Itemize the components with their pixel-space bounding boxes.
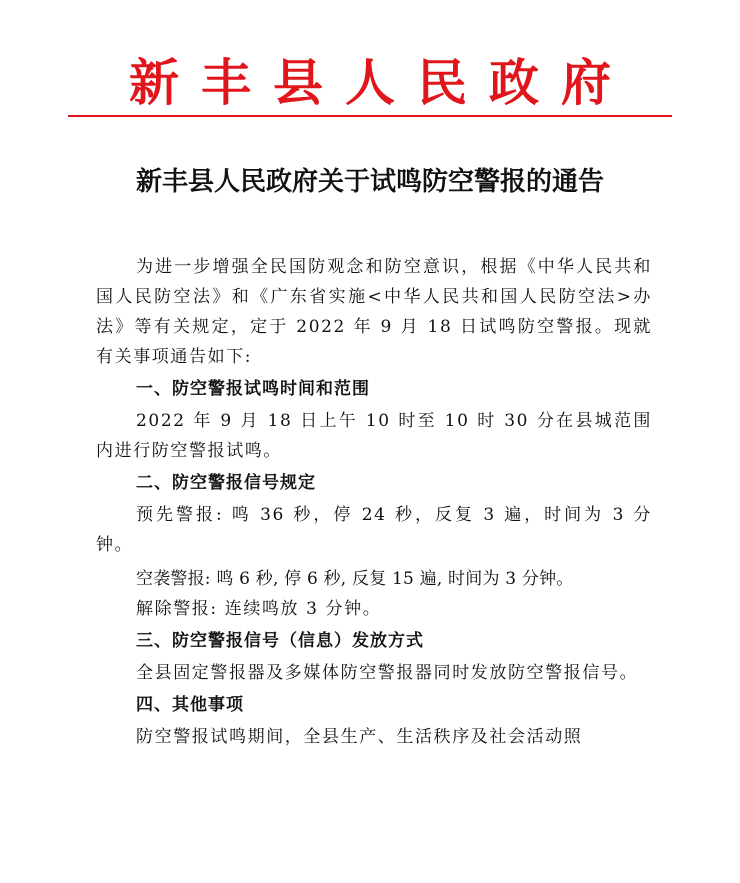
section-heading-2: 二、防空警报信号规定 [136,473,316,493]
section-1-paragraph-1: 2022 年 9 月 18 日上午 10 时至 10 时 30 分在县城范围内进行防空警报试鸣。 [96,411,652,461]
section-3-paragraph-1: 全县固定警报器及多媒体防空警报器同时发放防空警报信号。 [136,663,639,683]
section-heading-4: 四、其他事项 [136,695,244,715]
section-2-paragraph-1: 预先警报: 鸣 36 秒，停 24 秒，反复 3 遍，时间为 3 分钟。 [96,505,652,555]
section-2-paragraph-3: 解除警报: 连续鸣放 3 分钟。 [136,599,382,619]
document-body [96,252,652,752]
intro-paragraph: 为进一步增强全民国防观念和防空意识，根据《中华人民共和国人民防空法》和《广东省实施<中华人民共和国人民防空法>办法》等有关规定，定于 2022 年 9 月 18 日试鸣防空警报。现就有关事项通告如下: [96,257,652,367]
masthead-title: 新丰县人民政府 [129,53,633,112]
section-2-paragraph-2: 空袭警报: 鸣 6 秒, 停 6 秒, 反复 15 遍, 时间为 3 分钟。 [136,569,574,589]
section-heading-1: 一、防空警报试鸣时间和范围 [136,379,370,399]
document-title: 新丰县人民政府关于试鸣防空警报的通告 [135,167,604,197]
section-heading-3: 三、防空警报信号（信息）发放方式 [136,631,424,651]
masthead-red-rule [68,115,672,117]
section-4-paragraph-1: 防空警报试鸣期间，全县生产、生活秩序及社会活动照 [136,727,583,747]
